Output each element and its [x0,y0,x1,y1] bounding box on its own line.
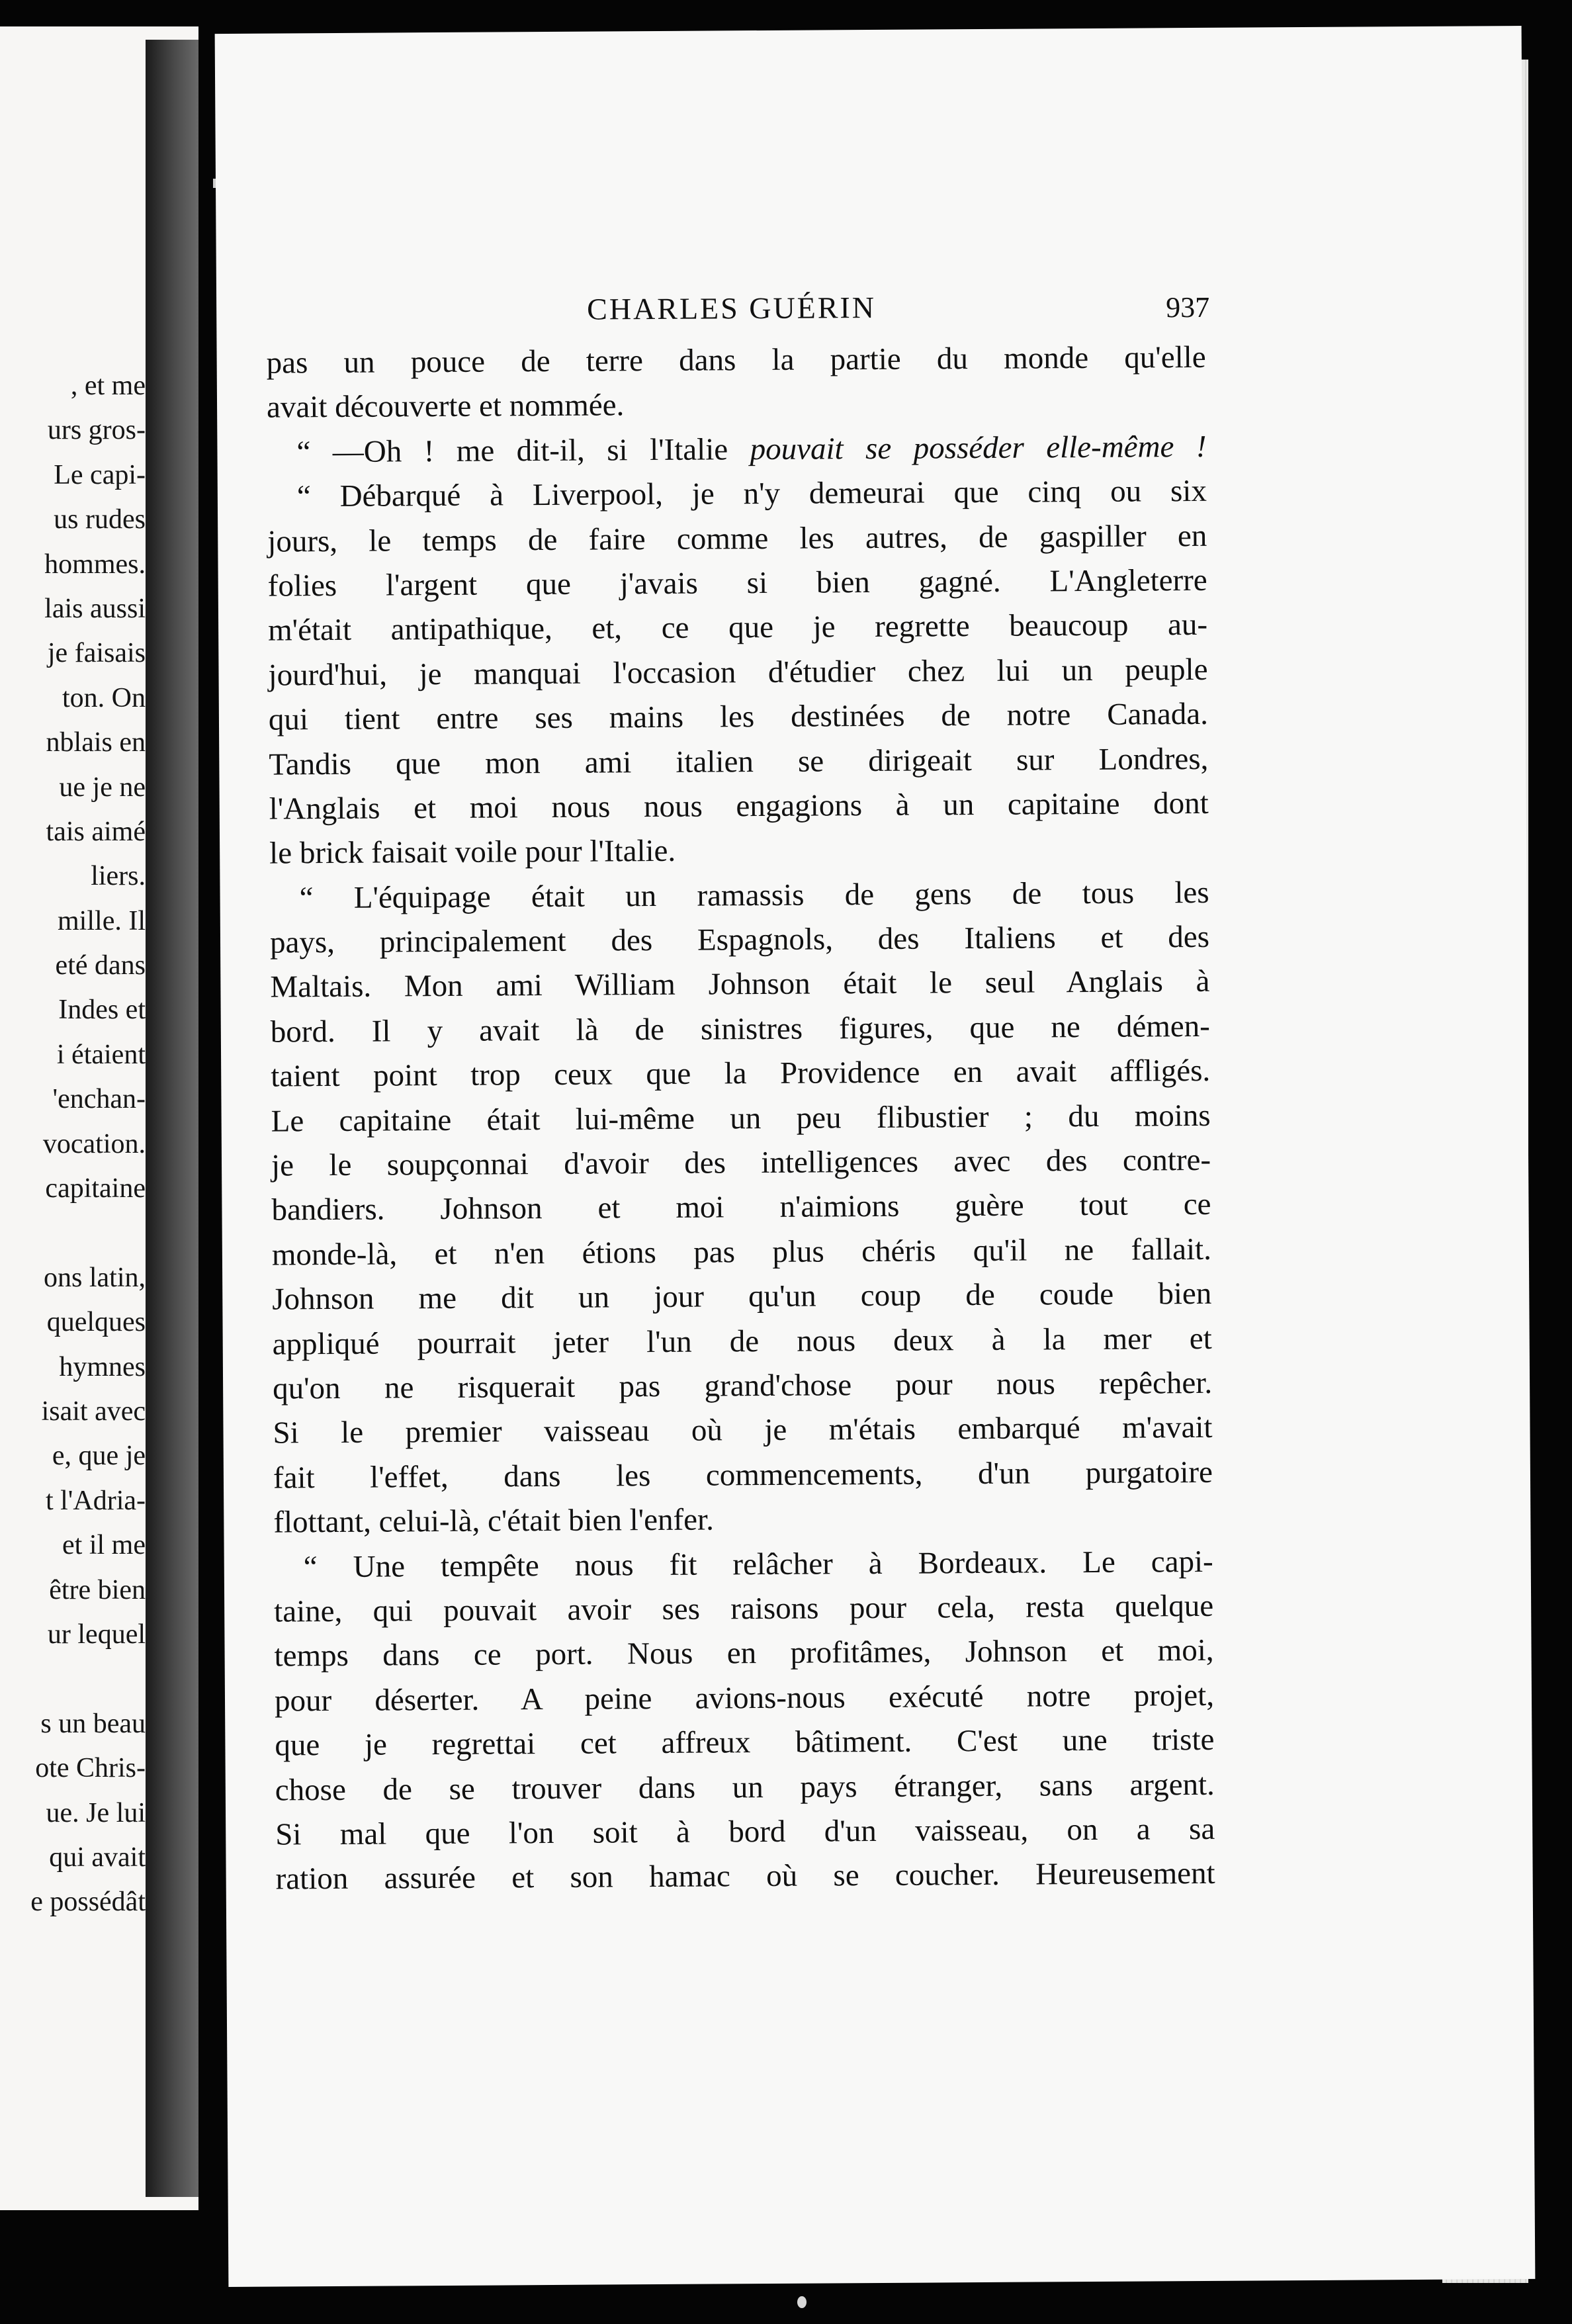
italic-text-run: pouvait se posséder elle-même ! [750,429,1207,467]
facing-page-line: ue je ne [59,772,146,803]
text-line: qu'on ne risquerait pas grand'chose pour nous repêcher. [272,1365,1213,1406]
facing-page-line: t l'Adria- [45,1485,146,1516]
text-line: taient point trop ceux que la Providence en avait affligés. [271,1053,1211,1094]
text-line: pas un pouce de terre dans la partie du monde qu'elle [266,339,1206,380]
page-number: 937 [1166,290,1210,324]
facing-page-line: vocation. [42,1128,146,1159]
facing-page-line: isait avec [41,1396,146,1427]
facing-page-line: liers. [91,861,146,892]
facing-page-line: tais aimé [46,816,146,847]
facing-page-line: lais aussi [44,593,146,624]
facing-page-line: Indes et [58,995,146,1026]
facing-page-line: hommes. [44,549,146,580]
facing-page-line: ur lequel [47,1619,146,1650]
facing-page-line: e possédât [30,1887,146,1918]
facing-page-line: ons latin, [44,1262,146,1293]
text-line [267,425,1206,475]
facing-page-line: je faisais [47,638,146,669]
facing-page-line: hymnes [59,1351,146,1382]
text-line: bandiers. Johnson et moi n'aimions guère tout ce [271,1187,1211,1228]
text-line: pays, principalement des Espagnols, des Italiens et des [269,919,1210,960]
facing-page-line: être bien [49,1574,146,1605]
facing-page-line: eté dans [55,950,146,981]
book-gutter-shadow [146,40,198,2197]
facing-page-line: Le capi- [54,459,146,490]
facing-page-line: nblais en [46,727,146,758]
book-page [215,26,1536,2287]
text-line: Le capitaine était lui-même un peu flibustier ; du moins [271,1098,1211,1139]
text-line: jours, le temps de faire comme les autres, de gaspiller en [267,518,1207,559]
text-line: fait l'effet, dans les commencements, d'un purgatoire [273,1454,1213,1496]
facing-page-line [0,1211,146,1255]
text-line: Si mal que l'on soit à bord d'un vaisseau, on a sa [275,1811,1215,1852]
facing-page-line: e, que je [52,1441,146,1472]
text-line: “ Une tempête nous fit relâcher à Bordeaux. Le capi- [303,1544,1213,1584]
facing-page-line: qui avait [49,1842,146,1873]
text-line: jourd'hui, je manquai l'occasion d'étudier chez lui un peuple [268,652,1208,693]
text-line: l'Anglais et moi nous nous engagions à un capitaine dont [269,785,1209,827]
text-line: Si le premier vaisseau où je m'étais embarqué m'avait [273,1410,1213,1451]
facing-page-line: ue. Je lui [46,1797,146,1828]
text-line: avait découverte et nommée. [266,388,625,425]
facing-page-line: s un beau [40,1708,146,1739]
facing-page-line: i étaient [56,1039,146,1070]
text-line: Maltais. Mon ami William Johnson était le seul Anglais à [270,964,1210,1005]
text-line: “ Débarqué à Liverpool, je n'y demeurai que cinq ou six [296,474,1207,514]
facing-page-line: mille. Il [58,905,146,936]
text-line: je le soupçonnai d'avoir des intelligences avec des contre- [271,1142,1211,1183]
facing-page-line: et il me [62,1530,146,1561]
facing-page-line: , et me [70,371,146,401]
text-line: folies l'argent que j'avais si bien gagné. L'Angleterre [267,562,1207,603]
facing-page-line: capitaine [45,1173,146,1204]
facing-page-text [0,364,146,1925]
running-title: CHARLES GUÉRIN [587,290,877,326]
text-run: “ —Oh ! me dit-il, si l'Italie [296,431,750,470]
facing-page-line: ote Chris- [35,1753,146,1784]
page-header [216,286,1523,334]
facing-page-line: urs gros- [47,415,146,446]
text-line: “ L'équipage était un ramassis de gens de tous les [299,875,1209,915]
text-line: pour déserter. A peine avions-nous exécuté notre projet, [274,1677,1215,1719]
text-line: qui tient entre ses mains les destinées de notre Canada. [268,697,1209,737]
facing-page-line: us rudes [54,504,146,535]
text-line: appliqué pourrait jeter l'un de nous deux à la mer et [272,1321,1212,1362]
text-line: bord. Il y avait là de sinistres figures, que ne démen- [270,1008,1210,1050]
facing-page-line [0,1657,146,1701]
facing-page-line: 'enchan- [52,1084,146,1115]
text-line: Tandis que mon ami italien se dirigeait sur Londres, [269,741,1209,782]
text-line: temps dans ce port. Nous en profitâmes, Johnson et moi, [274,1633,1214,1674]
text-line: m'était antipathique, et, ce que je regrette beaucoup au- [267,607,1208,648]
text-line: ration assurée et son hamac où se coucher. Heureusement [275,1856,1215,1897]
text-line: flottant, celui-là, c'était bien l'enfer. [273,1502,715,1540]
page-body [266,335,1215,1902]
text-line: monde-là, et n'en étions pas plus chéris qu'il ne fallait. [271,1231,1212,1273]
scan-speck [797,2296,807,2308]
facing-page-line: quelques [46,1307,146,1338]
text-line: chose de se trouver dans un pays étranger, sans argent. [275,1767,1215,1808]
text-line: le brick faisait voile pour l'Italie. [269,834,676,871]
text-line: taine, qui pouvait avoir ses raisons pour cela, resta quelque [274,1588,1214,1629]
facing-page-line: ton. On [62,682,146,713]
text-line: Johnson me dit un jour qu'un coup de coude bien [272,1276,1212,1317]
text-line: que je regrettai cet affreux bâtiment. C'est une triste [275,1722,1215,1763]
